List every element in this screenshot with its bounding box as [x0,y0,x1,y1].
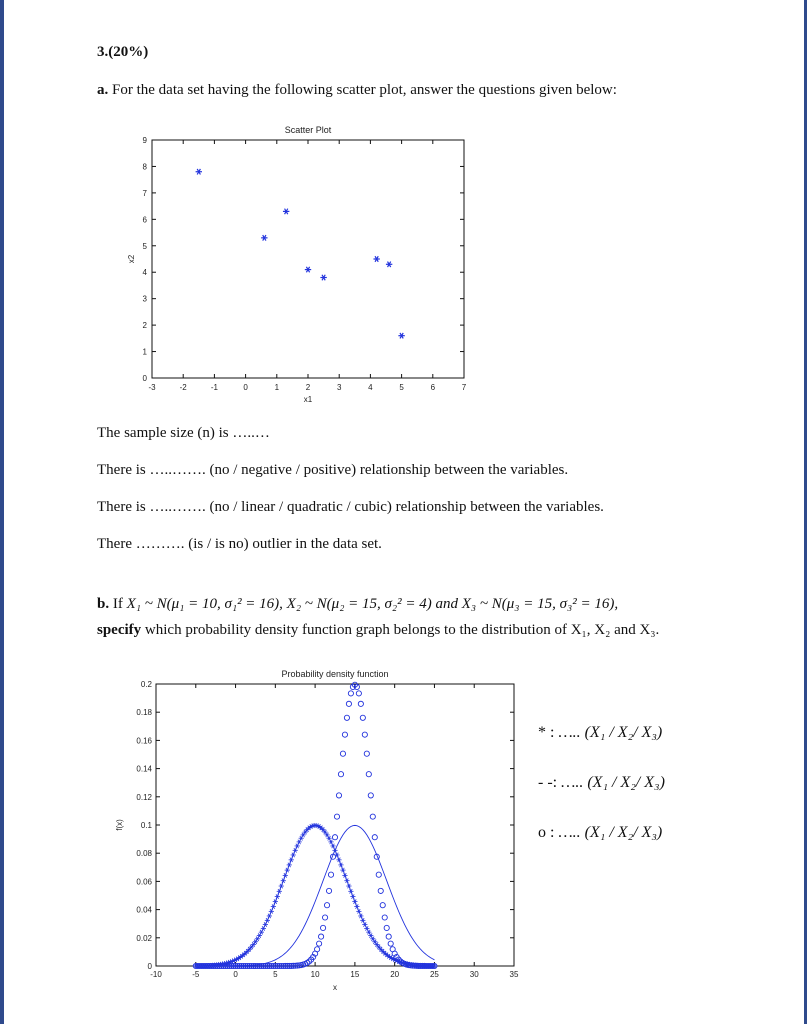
pdf-circle-marker [378,888,383,893]
pdf-ylabel: f(x) [115,819,124,831]
scatter-ytick-label: 2 [142,321,147,331]
pdf-plot-frame [156,684,514,966]
pdf-star-marker [295,844,300,849]
pdf-ytick-label: 0.14 [136,764,152,774]
pdf-star-marker [263,922,268,927]
legend-star-text: ….. (X₁ / X₂/ X₃) [558,724,663,741]
pdf-series-line [196,825,435,966]
pdf-circle-marker [366,772,371,777]
pdf-circle-marker [388,941,393,946]
pdf-star-marker [364,926,369,931]
pdf-star-marker [360,918,365,923]
part-a-text: For the data set having the following scatter plot, answer the questions given below: [112,82,617,98]
scatter-ytick-label: 6 [142,215,147,225]
pdf-star-marker [340,868,345,873]
scatter-xtick-label: 3 [336,383,342,392]
pdf-star-marker [358,914,363,919]
pdf-circle-marker [358,701,363,706]
pdf-title: Probability density function [281,669,389,679]
pdf-star-marker [336,858,341,863]
pdf-xtick-label: 15 [350,970,360,979]
pdf-star-marker [370,937,375,942]
pdf-circle-marker [348,691,353,696]
pdf-circle-marker [340,751,345,756]
pdf-star-marker [324,833,329,838]
scatter-point [373,256,379,262]
pdf-circle-marker [346,701,351,706]
pdf-star-marker [273,899,278,904]
pdf-star-marker [368,933,373,938]
scatter-xtick-label: 7 [461,383,467,392]
pdf-star-marker [328,840,333,845]
scatter-xtick-label: 2 [305,383,311,392]
pdf-xtick-label: -5 [192,970,200,979]
pdf-circle-marker [380,903,385,908]
scatter-point [320,275,326,281]
pdf-circle-marker [316,941,321,946]
legend-circle [538,824,662,842]
part-b-label: b. [97,596,110,612]
pdf-circle-marker [322,915,327,920]
scatter-xtick-label: 5 [399,383,404,392]
pdf-star-marker [287,863,292,868]
scatter-xlabel: x1 [303,395,313,404]
pdf-star-marker [354,904,359,909]
legend-circle-text: ….. (X₁ / X₂/ X₃) [558,824,663,841]
scatter-point [305,267,311,273]
question-relationship-type: There is …..……. (no / linear / quadratic / cubic) relationship between the variables. [97,499,604,515]
scatter-ytick-label: 3 [142,294,147,304]
pdf-chart [110,662,530,1002]
pdf-circle-marker [320,925,325,930]
pdf-circle-marker [372,835,377,840]
pdf-ytick-label: 0.16 [136,736,152,746]
scatter-xtick-label: -1 [210,383,218,392]
pdf-star-marker [330,844,335,849]
pdf-star-marker [279,884,284,889]
pdf-xtick-label: 35 [509,970,519,979]
legend-circle-marker: o : [538,824,555,841]
pdf-star-marker [350,894,355,899]
part-b-distributions: X₁ ~ N(μ₁ = 10, σ₁² = 16), X₂ ~ N(μ₂ = 15, σ₂² = 4) and X₃ ~ N(μ₃ = 15, σ₃² = 16), [126,596,619,612]
legend-dash-text: ….. (X₁ / X₂/ X₃) [561,774,665,791]
part-b-prompt-line2 [97,622,659,639]
pdf-ytick-label: 0.08 [136,849,152,859]
scatter-xtick-label: 1 [274,383,280,392]
pdf-ytick-label: 0.06 [136,877,152,887]
legend-star-marker: * : [538,724,555,741]
part-a-prompt [97,82,617,99]
scatter-point [386,262,392,268]
pdf-star-marker [271,904,276,909]
question-sample-size: The sample size (n) is …..… [97,425,270,441]
pdf-star-marker [283,873,288,878]
question-relationship-direction: There is …..……. (no / negative / positive) relationship between the variables. [97,462,569,478]
scatter-plot-frame [152,140,464,378]
pdf-star-marker [346,884,351,889]
scatter-point [196,169,202,175]
pdf-star-marker [269,909,274,914]
scatter-xtick-label: 4 [368,383,373,392]
pdf-star-marker [267,914,272,919]
part-b-prompt-line1 [97,596,618,613]
part-b-specify: specify [97,622,142,638]
pdf-star-marker [291,853,296,858]
pdf-series-star-line [196,825,435,966]
pdf-ytick-label: 0.12 [136,792,152,802]
question-outlier: There ………. (is / is no) outlier in the data set. [97,536,382,552]
pdf-star-marker [356,909,361,914]
pdf-star-marker [261,926,266,931]
pdf-star-marker [255,937,260,942]
pdf-star-marker [338,863,343,868]
scatter-ylabel: x2 [127,254,136,264]
pdf-xlabel: x [333,983,337,992]
scatter-point [398,333,404,339]
pdf-star-marker [326,836,331,841]
pdf-star-marker [257,933,262,938]
pdf-star-marker [301,833,306,838]
pdf-star-marker [348,889,353,894]
pdf-circle-marker [336,793,341,798]
pdf-star-marker [352,899,357,904]
part-a-label: a. [97,82,109,98]
pdf-star-marker [344,878,349,883]
part-b-specify-rest: which probability density function graph belongs to the distribution of X₁, X₂ and X₃. [144,622,660,638]
scatter-xtick-label: 0 [243,383,248,392]
pdf-star-marker [372,940,377,945]
pdf-xtick-label: 5 [273,970,278,979]
pdf-star-marker [362,922,367,927]
page-frame-left [0,0,4,1024]
scatter-xtick-label: 6 [430,383,436,392]
pdf-ytick-label: 0.04 [136,905,152,915]
pdf-star-marker [285,868,290,873]
pdf-circle-marker [338,772,343,777]
pdf-circle-marker [315,947,320,952]
pdf-circle-marker [356,691,361,696]
scatter-xtick-label: -3 [148,383,156,392]
part-b-if: If [112,596,123,612]
pdf-circle-marker [342,732,347,737]
pdf-xtick-label: 30 [469,970,479,979]
scatter-ytick-label: 5 [142,241,147,251]
scatter-point [283,209,289,215]
pdf-star-marker [289,858,294,863]
pdf-star-marker [275,894,280,899]
pdf-xtick-label: -10 [150,970,162,979]
pdf-circle-marker [364,751,369,756]
pdf-star-marker [277,889,282,894]
pdf-star-marker [299,836,304,841]
pdf-circle-marker [362,732,367,737]
question-number: 3.(20%) [97,44,149,60]
legend-dash [538,774,665,792]
pdf-star-marker [297,840,302,845]
pdf-xtick-label: 0 [233,970,238,979]
pdf-circle-marker [386,934,391,939]
pdf-circle-marker [334,814,339,819]
pdf-circle-marker [360,715,365,720]
pdf-ytick-label: 0.18 [136,708,152,718]
pdf-ytick-label: 0.1 [140,821,152,830]
pdf-circle-marker [370,814,375,819]
pdf-circle-marker [318,934,323,939]
pdf-ytick-label: 0 [147,962,152,971]
pdf-star-marker [265,918,270,923]
pdf-xtick-label: 10 [310,970,320,979]
pdf-star-marker [281,878,286,883]
pdf-star-marker [342,873,347,878]
pdf-star-marker [366,930,371,935]
pdf-circle-marker [376,872,381,877]
pdf-xtick-label: 20 [390,970,400,979]
pdf-star-marker [332,848,337,853]
scatter-title: Scatter Plot [284,125,332,135]
pdf-star-marker [259,930,264,935]
scatter-ytick-label: 9 [142,136,147,145]
scatter-ytick-label: 1 [142,347,147,357]
pdf-ytick-label: 0.2 [140,680,152,689]
scatter-ytick-label: 4 [142,268,147,278]
legend-star [538,724,662,742]
pdf-circle-marker [326,888,331,893]
pdf-star-marker [253,940,258,945]
pdf-circle-marker [344,715,349,720]
pdf-xtick-label: 25 [429,970,439,979]
pdf-circle-marker [332,835,337,840]
scatter-xtick-label: -2 [179,383,187,392]
scatter-plot-chart [120,120,480,420]
scatter-ytick-label: 8 [142,162,147,172]
pdf-circle-marker [328,872,333,877]
pdf-circle-marker [384,925,389,930]
pdf-circle-marker [368,793,373,798]
pdf-circle-marker [324,903,329,908]
pdf-ytick-label: 0.02 [136,933,152,943]
pdf-circle-marker [382,915,387,920]
scatter-point [261,235,267,241]
legend-dash-marker: - -: [538,774,558,791]
pdf-star-marker [293,848,298,853]
scatter-ytick-label: 7 [142,188,147,198]
scatter-ytick-label: 0 [142,374,147,383]
